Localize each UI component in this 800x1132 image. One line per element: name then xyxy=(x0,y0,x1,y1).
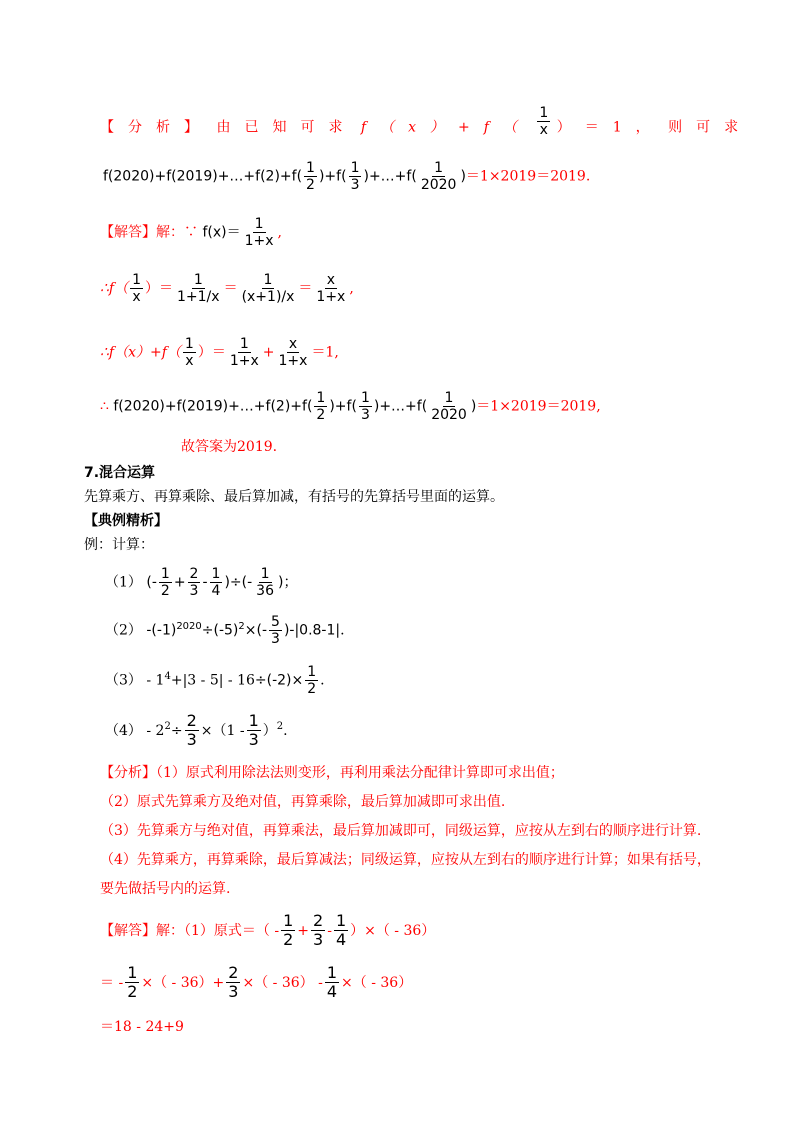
exponent: 2 xyxy=(276,721,284,733)
problem-2-a: -(-1) xyxy=(146,622,177,639)
example-intro: 例：计算： xyxy=(84,537,154,553)
step-4-result: ＝1×2019＝2019, xyxy=(476,398,601,415)
analysis-eq: ）＝1， xyxy=(556,119,664,136)
minus-sign: - xyxy=(202,574,208,591)
fx-label: f(x)＝ xyxy=(202,224,241,241)
analysis-2-line-3: （3）先算乘方与绝对值，再算乘法，最后算加减即可，同级运算，应按从左到右的顺序进行计算. xyxy=(100,823,702,839)
answer-label: 【解答】 xyxy=(100,224,156,241)
fraction-a xyxy=(125,964,139,1002)
fraction-third xyxy=(349,160,362,193)
step-2-end: , xyxy=(349,280,354,297)
plus-sign: + xyxy=(297,922,310,939)
fraction-numerator: 1 xyxy=(326,963,338,982)
problem-1-open: (- xyxy=(146,574,157,591)
sum-close: ) xyxy=(470,398,477,415)
exponent: 2 xyxy=(164,721,171,733)
fraction-numerator: 1 xyxy=(248,711,259,730)
fraction-numerator: 2 xyxy=(228,963,239,982)
sum-expression-line xyxy=(103,160,590,193)
analysis-2-line-4: （4）先算乘方，再算乘除，最后算减法；同级运算，应按从左到右的顺序进行计算；如果有括号， xyxy=(100,852,711,868)
fraction-numerator: 1 xyxy=(193,272,203,288)
analysis-1-line xyxy=(100,105,753,144)
sum-result: ＝1×2019＝2019. xyxy=(465,168,591,185)
problem-2 xyxy=(105,614,345,647)
analysis-2-line-2: （2）原式先算乘方及绝对值，再算乘除，最后算加减即可求出值. xyxy=(100,794,506,810)
fraction-numerator: 1 xyxy=(434,160,444,176)
fraction-b xyxy=(228,336,261,369)
problem-4-d: ） xyxy=(262,722,277,739)
fraction-1-over-1-plus-x xyxy=(243,216,276,249)
fraction-half xyxy=(314,390,327,423)
fraction-1-2 xyxy=(305,664,318,697)
section-description: 先算乘方、再算乘除、最后算加减，有括号的先算括号里面的运算。 xyxy=(84,489,504,505)
fraction-denominator: 4 xyxy=(326,982,338,1002)
answer-1-line xyxy=(100,216,282,249)
answer-end: , xyxy=(277,224,282,241)
answer-2-text: 解：（1）原式＝（ - xyxy=(156,922,280,939)
problem-1-end: )； xyxy=(278,574,298,591)
step-3-therefore: ∴f（x）+f（ xyxy=(100,344,181,361)
fraction-b xyxy=(188,566,201,599)
sum-close: ) xyxy=(460,168,466,185)
problem-number: （1） xyxy=(105,574,142,591)
fraction-d xyxy=(254,566,276,599)
fraction-denominator: 2 xyxy=(306,177,315,194)
sum-mid-2: )+…+f( xyxy=(373,398,428,415)
problem-3-a: - 1 xyxy=(146,672,165,689)
fraction-denominator: 4 xyxy=(335,930,347,950)
section-title: 7.混合运算 xyxy=(84,465,156,481)
problem-2-b: ÷(-5) xyxy=(201,622,239,639)
fraction-half xyxy=(304,160,317,193)
fraction-a xyxy=(130,272,143,305)
step-4-therefore: ∴ xyxy=(100,398,109,415)
exponent: 2 xyxy=(238,620,245,632)
fraction-denominator: (x+1)/x xyxy=(241,289,295,306)
answer-2-line-2 xyxy=(100,964,412,1002)
step-2-eq-2: ＝ xyxy=(223,280,238,297)
fraction-numerator: 1 xyxy=(211,566,221,582)
analysis-2-line-1 xyxy=(100,762,564,782)
fraction-numerator: 1 xyxy=(316,390,326,406)
fraction-numerator: 2 xyxy=(186,711,197,730)
fraction-denominator: 2 xyxy=(160,583,170,600)
fraction-c xyxy=(277,336,310,369)
conclusion-1: 故答案为2019. xyxy=(181,439,278,455)
fraction-numerator: 1 xyxy=(132,272,142,288)
answer-2-line-1 xyxy=(100,912,435,950)
fraction-denominator: 2020 xyxy=(431,407,467,424)
problem-4-b: ÷ xyxy=(170,722,183,739)
problem-1-mid: )÷(- xyxy=(224,574,253,591)
fraction-denominator: 3 xyxy=(271,631,280,648)
problem-4-c: ×（1 - xyxy=(200,722,245,739)
sum-head: f(2020)+f(2019)+…+f(2)+f( xyxy=(113,398,313,415)
fraction-denominator: 2 xyxy=(127,982,138,1002)
fraction-c xyxy=(240,272,297,305)
step-3-end: ＝1, xyxy=(311,344,339,361)
fraction-numerator: 1 xyxy=(444,390,454,406)
fraction-denominator: 2 xyxy=(283,930,294,950)
fraction-c xyxy=(210,566,223,599)
step-4-line xyxy=(100,390,601,423)
fraction-numerator: x xyxy=(288,336,298,352)
answer-2-label: 【解答】 xyxy=(100,922,156,939)
problem-number: （2） xyxy=(105,622,142,639)
fraction-denominator: 3 xyxy=(248,730,259,750)
fraction-numerator: 1 xyxy=(360,390,370,406)
sum-mid-1: )+f( xyxy=(318,168,347,185)
fraction-denominator: 4 xyxy=(211,583,221,600)
example-tag: 【典例精析】 xyxy=(84,513,168,529)
problem-2-d: )-|0.8-1| xyxy=(283,622,341,639)
fraction-numerator: 1 xyxy=(254,216,264,232)
analysis-2-line-5: 要先做括号内的运算. xyxy=(100,881,231,897)
step-2-therefore: ∴f（ xyxy=(100,280,129,297)
fraction-numerator: 2 xyxy=(313,911,324,930)
fraction-denominator: 3 xyxy=(313,930,324,950)
fraction-denominator: 36 xyxy=(256,583,274,600)
answer-2-l2-mid-1: ×（ - 36）+ xyxy=(141,974,225,991)
problem-3-c: ÷(-2)× xyxy=(254,672,304,689)
problem-2-end: . xyxy=(340,622,345,639)
fraction-5-3 xyxy=(269,614,282,647)
fraction-denominator: 3 xyxy=(360,407,370,424)
fraction-denominator: x xyxy=(132,289,141,306)
answer-2-end: ）×（ - 36） xyxy=(350,922,436,939)
exponent: 2020 xyxy=(176,620,202,632)
analysis-f-expr: f（x）+f（ xyxy=(360,119,531,136)
sum-head: f(2020)+f(2019)+…+f(2)+f( xyxy=(103,168,303,185)
fraction-numerator: 1 xyxy=(184,336,194,352)
fraction-1-3 xyxy=(247,712,261,750)
fraction-numerator: 1 xyxy=(239,336,249,352)
problem-number: （3） xyxy=(105,672,142,689)
fraction-denominator: 2 xyxy=(316,407,326,424)
analysis-text: 由已知可求 xyxy=(216,119,357,136)
fraction-numerator: 1 xyxy=(307,664,317,680)
fraction-denominator: 1+x xyxy=(316,289,346,306)
analysis-2-label: 【分析】 xyxy=(100,765,156,781)
fraction-1-over-2020 xyxy=(419,160,459,193)
exponent: 4 xyxy=(164,670,171,682)
fraction-b xyxy=(175,272,222,305)
problem-number: （4） xyxy=(105,722,142,739)
fraction-d xyxy=(314,272,347,305)
fraction-denominator: 2 xyxy=(307,681,317,698)
sum-mid-2: )+…+f( xyxy=(363,168,417,185)
fraction-denominator: 1+x xyxy=(244,233,274,250)
fraction-third xyxy=(359,390,372,423)
fraction-numerator: 2 xyxy=(189,566,199,582)
fraction-numerator: 1 xyxy=(350,160,360,176)
fraction-a xyxy=(183,336,196,369)
fraction-numerator: 1 xyxy=(263,272,273,288)
answer-2-l2-end: ×（ - 36） xyxy=(341,974,413,991)
step-2-line xyxy=(100,272,354,305)
step-3-line xyxy=(100,336,339,369)
fraction-numerator: 1 xyxy=(127,963,138,982)
fraction-a xyxy=(281,912,295,950)
fraction-numerator: 5 xyxy=(271,614,280,630)
analysis-2-text: （1）原式利用除法法则变形，再利用乘法分配律计算即可求出值； xyxy=(156,765,564,781)
fraction-c xyxy=(325,964,339,1002)
minus-sign: - xyxy=(327,922,332,939)
fraction-1-over-2020 xyxy=(429,390,469,423)
fraction-numerator: 1 xyxy=(283,911,294,930)
fraction-b xyxy=(226,964,240,1002)
problem-4-a: - 2 xyxy=(146,722,165,739)
fraction-numerator: 1 xyxy=(160,566,170,582)
fraction-denominator: 1+x xyxy=(229,353,259,370)
fraction-denominator: 3 xyxy=(189,583,199,600)
answer-2-line-3: ＝18 - 24+9 xyxy=(100,1019,184,1035)
answer-text: 解：∵ xyxy=(156,224,198,241)
step-2-eq-3: ＝ xyxy=(298,280,313,297)
problem-1 xyxy=(105,566,297,599)
fraction-numerator: 1 xyxy=(539,105,549,121)
problem-4 xyxy=(105,712,288,750)
problem-3-end: . xyxy=(320,672,325,689)
fraction-1-over-x xyxy=(537,105,550,138)
fraction-numerator: x xyxy=(326,272,336,288)
step-3-eq-1: ）＝ xyxy=(197,344,226,361)
fraction-numerator: 1 xyxy=(306,160,315,176)
analysis-label: 【分析】 xyxy=(100,119,212,136)
problem-3 xyxy=(105,664,325,697)
fraction-denominator: 1+x xyxy=(278,353,308,370)
fraction-b xyxy=(311,912,325,950)
fraction-denominator: x xyxy=(185,353,194,370)
fraction-denominator: 2020 xyxy=(420,177,457,194)
problem-3-b: +|3 - 5| - 16 xyxy=(170,672,255,689)
fraction-denominator: 3 xyxy=(186,730,197,750)
problem-4-end: . xyxy=(283,722,288,739)
fraction-denominator: x xyxy=(539,122,548,139)
answer-2-l2-mid-2: ×（ - 36） - xyxy=(242,974,323,991)
problem-2-c: ×(- xyxy=(244,622,268,639)
fraction-denominator: 3 xyxy=(228,982,239,1002)
fraction-numerator: 1 xyxy=(260,566,270,582)
step-3-plus: + xyxy=(262,344,275,361)
fraction-numerator: 1 xyxy=(335,911,347,930)
fraction-a xyxy=(159,566,172,599)
answer-2-l2-start: ＝ - xyxy=(100,974,124,991)
step-2-eq-1: ）＝ xyxy=(145,280,174,297)
sum-mid-1: )+f( xyxy=(329,398,357,415)
fraction-c xyxy=(334,912,348,950)
analysis-tail: 则可求 xyxy=(668,119,753,136)
fraction-denominator: 3 xyxy=(350,177,360,194)
fraction-2-3 xyxy=(185,712,199,750)
fraction-denominator: 1+1/x xyxy=(177,289,220,306)
plus-sign: + xyxy=(173,574,186,591)
